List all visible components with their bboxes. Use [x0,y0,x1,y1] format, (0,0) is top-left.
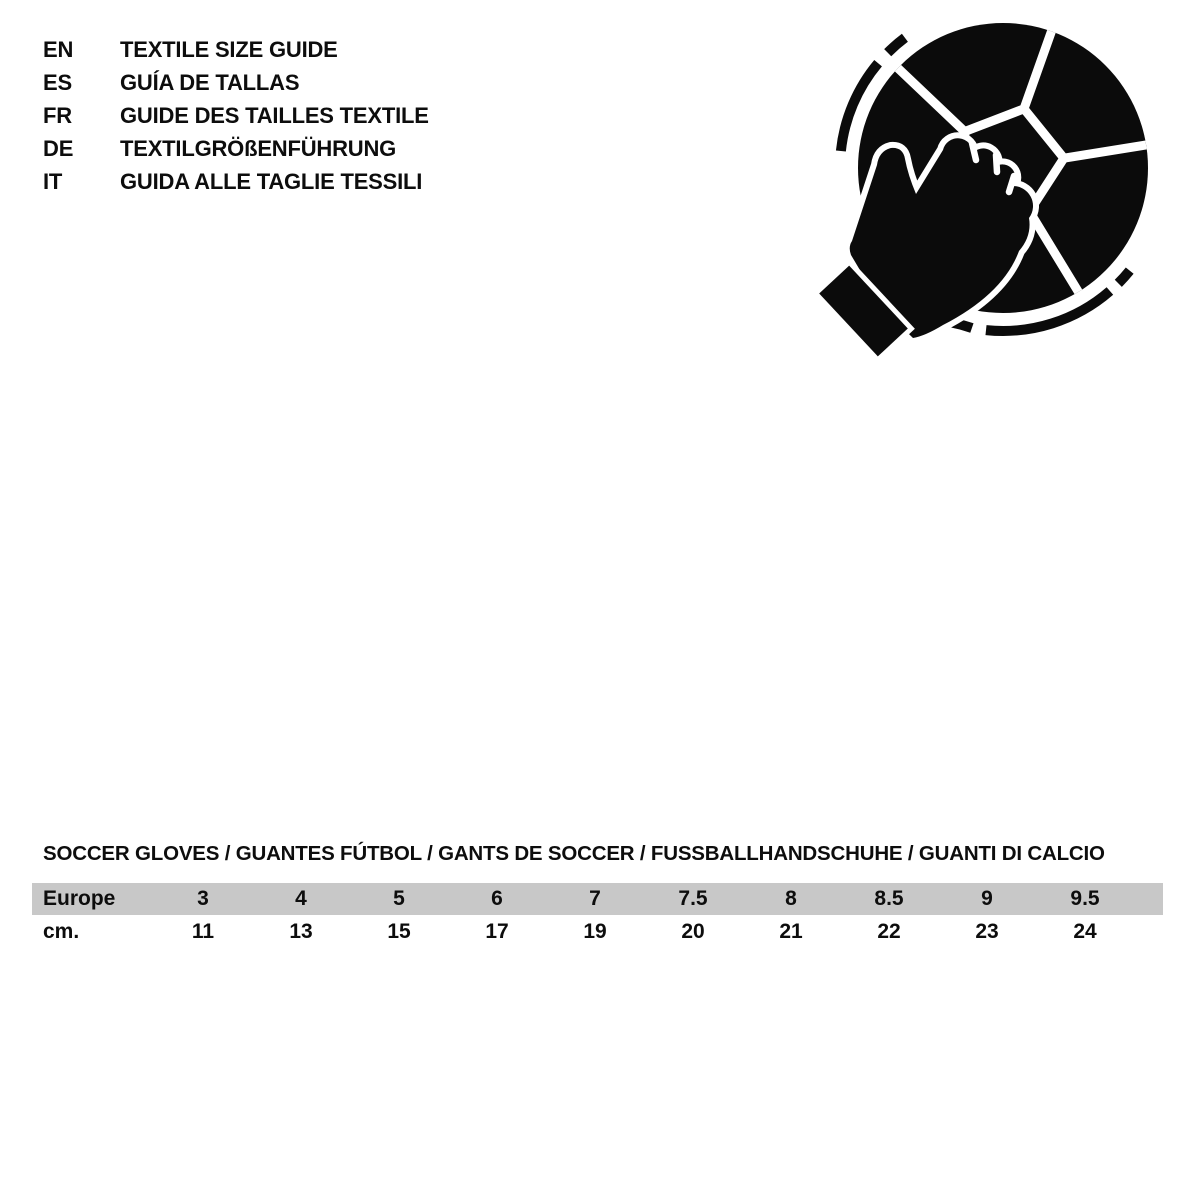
cm-cell: 15 [387,919,411,943]
guide-title-en: TEXTILE SIZE GUIDE [120,36,338,62]
size-cell: 7 [589,887,601,910]
size-cell: 7.5 [678,887,708,910]
table-row-europe [32,883,1163,915]
size-table [32,842,1163,948]
list-item [43,99,429,132]
guide-title-it: GUIDA ALLE TAGLIE TESSILI [120,168,423,194]
language-code: FR [43,102,72,128]
row-label-cm: cm. [43,919,80,943]
list-item [43,66,429,99]
size-cell: 5 [393,887,405,910]
cm-cell: 13 [289,919,313,943]
cm-cell: 21 [779,919,803,943]
size-cell: 6 [491,887,503,910]
guide-title-es: GUÍA DE TALLAS [120,69,300,95]
cm-cell: 22 [877,919,901,943]
guide-title-de: TEXTILGRÖßENFÜHRUNG [120,135,397,161]
cm-cell: 11 [191,919,215,943]
size-table-rows [32,883,1163,948]
size-cell: 4 [295,887,307,910]
list-item [43,33,429,66]
row-label-europe: Europe [43,887,116,910]
size-cell: 8 [785,887,797,910]
language-code: DE [43,135,74,161]
cm-cell: 20 [681,919,705,943]
language-code: ES [43,69,72,95]
size-cell: 9 [981,887,993,910]
size-cell: 3 [197,887,209,910]
guide-title-fr: GUIDE DES TAILLES TEXTILE [120,102,429,128]
cm-cell: 23 [975,919,999,943]
list-item [43,132,429,165]
size-table-title: SOCCER GLOVES / GUANTES FÚTBOL / GANTS DE SOCCER / FUSSBALLHANDSCHUHE / GUANTI DI CALCIO [43,842,1105,865]
goalkeeper-glove-soccer-ball-icon [803,3,1183,383]
size-cell: 8.5 [874,887,904,910]
language-guide-list [43,33,429,198]
goalkeeper-glove [819,138,1033,356]
cm-cell: 24 [1073,919,1097,943]
cm-cell: 17 [485,919,509,943]
language-code: EN [43,36,74,62]
list-item [43,165,429,198]
cm-cell: 19 [583,919,607,943]
language-code: IT [43,168,63,194]
soccer-ball-glove-svg [803,3,1183,383]
table-row-cm [32,915,1163,948]
size-cell: 9.5 [1070,887,1100,910]
